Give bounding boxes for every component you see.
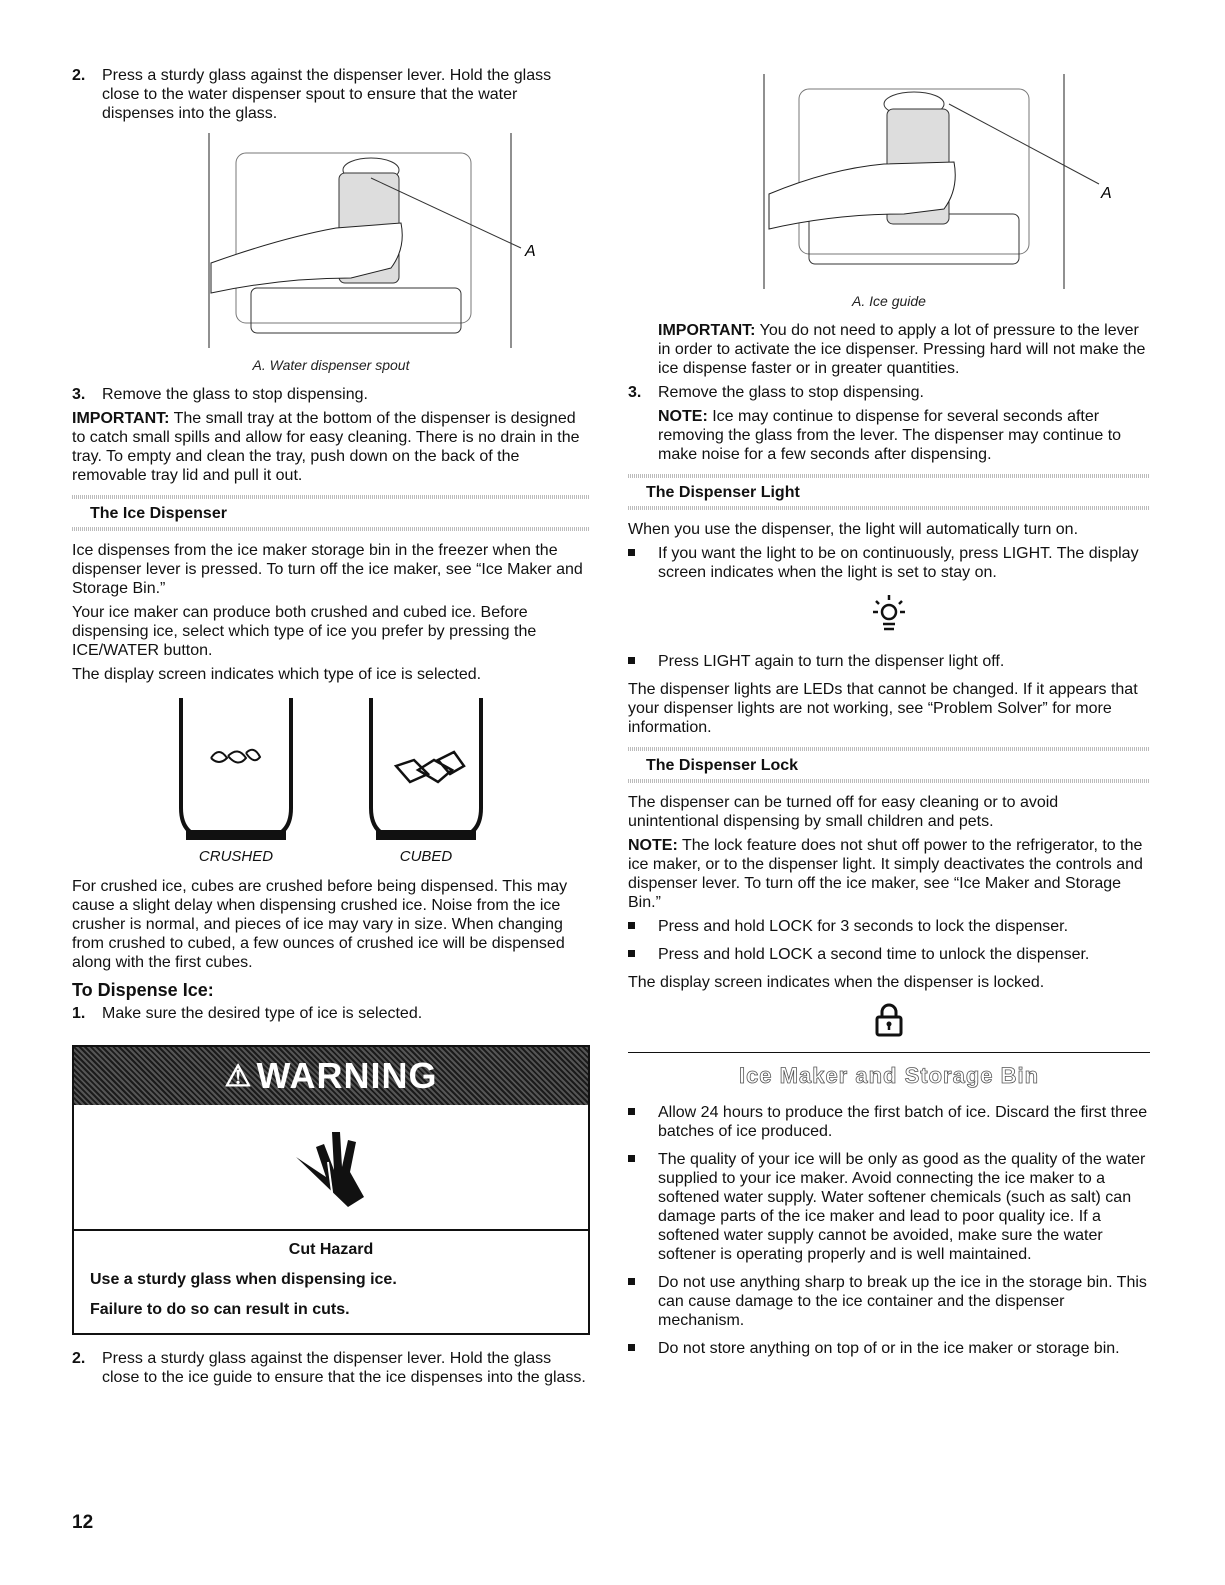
step-text: Press a sturdy glass against the dispenser lever. Hold the glass close to the ice guide to ensure that the ice dispenses into the glass. (102, 1350, 586, 1386)
bullet-text: Do not store anything on top of or in the ice maker or storage bin. (658, 1340, 1120, 1357)
step-2-ice (72, 1349, 590, 1387)
crushed-figure (166, 698, 306, 865)
important-text: The small tray at the bottom of the dispenser is designed to catch small spills and allow for easy cleaning. There is no drain in the tray. To empty and clean the tray, push down on the back of the removable tray lid and pull it out. (72, 410, 580, 484)
step-number: 1. (72, 1005, 86, 1022)
paragraph: Ice dispenses from the ice maker storage bin in the freezer when the dispenser lever is pressed. To turn off the ice maker, see “Ice Maker and Storage Bin.” (72, 542, 583, 597)
step-text: Remove the glass to stop dispensing. (102, 386, 368, 403)
paragraph: The dispenser can be turned off for easy cleaning or to avoid unintentional dispensing by small children and pets. (628, 794, 1059, 830)
step-1-ice (72, 1004, 590, 1023)
crushed-label: CRUSHED (198, 848, 274, 865)
water-dispenser-illustration (101, 128, 561, 353)
warning-triangle-icon: ⚠ (224, 1059, 253, 1093)
paragraph: When you use the dispenser, the light will automatically turn on. (628, 521, 1079, 538)
cubed-ice-glass-icon (356, 698, 496, 843)
paragraph: The dispenser lights are LEDs that cannot be changed. If it appears that your dispenser lights are not working, see “Problem Solver” for more information. (628, 681, 1138, 736)
lock-icon-wrap (628, 1002, 1150, 1038)
bullet-text: Press LIGHT again to turn the dispenser light off. (658, 653, 1005, 670)
step-number: 2. (72, 67, 86, 84)
bullet-item (628, 1103, 1150, 1141)
step-3-water (72, 385, 590, 404)
bullet-item (628, 917, 1150, 936)
important-label: IMPORTANT: (658, 322, 756, 339)
right-column (628, 74, 1150, 1367)
cubed-figure (356, 698, 496, 865)
ice-maker-section-title: Ice Maker and Storage Bin (738, 1063, 1040, 1088)
warning-line: Failure to do so can result in cuts. (90, 1301, 350, 1318)
step-text: Remove the glass to stop dispensing. (658, 384, 924, 401)
cut-hand-icon (286, 1122, 376, 1212)
bullet-text: If you want the light to be on continuously, press LIGHT. The display screen indicates when the light is set to stay on. (658, 545, 1139, 581)
left-column (72, 66, 590, 1392)
cubed-label: CUBED (399, 848, 453, 865)
warning-box (72, 1045, 590, 1335)
bullet-item (628, 544, 1150, 582)
section-heading-dispenser-light: The Dispenser Light (628, 474, 1150, 510)
warning-banner-text: WARNING (256, 1055, 438, 1096)
figure-callout: A (525, 243, 536, 260)
section-heading-dispenser-lock: The Dispenser Lock (628, 747, 1150, 783)
note-paragraph (658, 407, 1150, 464)
light-bulb-icon (869, 592, 909, 638)
step-number: 3. (72, 386, 86, 403)
warning-icon-area (74, 1105, 588, 1231)
warning-body (74, 1231, 588, 1333)
paragraph: The display screen indicates when the dispenser is locked. (628, 974, 1045, 991)
bullet-text: Press and hold LOCK a second time to unlock the dispenser. (658, 946, 1090, 963)
bullet-item (628, 1273, 1150, 1330)
figure-caption: A. Water dispenser spout (252, 357, 410, 373)
step-text: Press a sturdy glass against the dispenser lever. Hold the glass close to the water dispenser spout to ensure that the water dispenses into the glass. (102, 67, 552, 122)
section-heading-ice-dispenser: The Ice Dispenser (72, 495, 590, 531)
figure-callout: A (1101, 185, 1112, 202)
bullet-text: The quality of your ice will be only as good as the quality of the water supplied to your ice maker. Avoid connecting the ice maker to a softened water supply. Water softener chemicals (such as salt) can damage parts of the ice maker and lead to poor quality ice. If a softened water supply cannot be avoided, make sure the water softener is operating properly and is well maintained. (658, 1151, 1146, 1263)
bullet-square-icon (628, 945, 658, 964)
step-2-water (72, 66, 590, 123)
note-paragraph (628, 836, 1150, 912)
ice-type-figures (72, 698, 590, 865)
crushed-ice-glass-icon (166, 698, 306, 843)
paragraph: The display screen indicates which type of ice is selected. (72, 666, 482, 683)
step-number: 3. (628, 384, 642, 401)
bullet-item (628, 1150, 1150, 1264)
figure-caption: A. Ice guide (852, 293, 926, 309)
bullet-item (628, 1339, 1150, 1358)
bullet-square-icon (628, 1150, 658, 1264)
light-icon-wrap (628, 592, 1150, 638)
bullet-square-icon (628, 917, 658, 936)
step-text: Make sure the desired type of ice is selected. (102, 1005, 423, 1022)
lock-icon (874, 1002, 904, 1038)
bullet-square-icon (628, 544, 658, 582)
important-label: IMPORTANT: (72, 410, 170, 427)
bullet-square-icon (628, 1339, 658, 1358)
bullet-text: Press and hold LOCK for 3 seconds to lock the dispenser. (658, 918, 1069, 935)
bullet-square-icon (628, 652, 658, 671)
paragraph: Your ice maker can produce both crushed and cubed ice. Before dispensing ice, select which type of ice you prefer by pressing the ICE/WATER button. (72, 604, 537, 659)
bullet-text: Allow 24 hours to produce the first batch of ice. Discard the first three batches of ice produced. (658, 1104, 1148, 1140)
step-3-ice (628, 383, 1150, 402)
warning-hazard: Cut Hazard (288, 1241, 374, 1258)
important-text: You do not need to apply a lot of pressure to the lever in order to activate the ice dispenser. Pressing hard will not make the ice dispense faster or in greater quantities. (658, 322, 1146, 377)
important-paragraph (658, 321, 1150, 378)
step-number: 2. (72, 1350, 86, 1367)
section-divider (628, 1052, 1150, 1053)
warning-banner (74, 1047, 588, 1105)
note-text: Ice may continue to dispense for several seconds after removing the glass from the lever. The dispenser may continue to make noise for a few seconds after dispensing. (658, 408, 1122, 463)
note-label: NOTE: (628, 837, 678, 854)
bullet-square-icon (628, 1273, 658, 1330)
warning-line: Use a sturdy glass when dispensing ice. (90, 1271, 397, 1288)
page-number: 12 (72, 1512, 94, 1533)
note-text: The lock feature does not shut off power to the refrigerator, to the ice maker, or to the dispenser light. It simply deactivates the controls and dispenser lever. To turn off the ice maker, see “Ice Maker and Storage Bin.” (628, 837, 1143, 911)
bullet-item (628, 945, 1150, 964)
important-paragraph (72, 409, 590, 485)
to-dispense-heading: To Dispense Ice: (72, 980, 214, 1000)
bullet-text: Do not use anything sharp to break up the ice in the storage bin. This can cause damage to the ice container and the dispenser mechanism. (658, 1274, 1147, 1329)
note-label: NOTE: (658, 408, 708, 425)
bullet-square-icon (628, 1103, 658, 1141)
paragraph: For crushed ice, cubes are crushed before being dispensed. This may cause a slight delay when dispensing crushed ice. Noise from the ice crusher is normal, and pieces of ice may vary in size. When changing from crushed to cubed, a few ounces of crushed ice will be dispensed along with the first cubes. (72, 878, 568, 971)
ice-dispenser-illustration (659, 74, 1119, 289)
bullet-item (628, 652, 1150, 671)
